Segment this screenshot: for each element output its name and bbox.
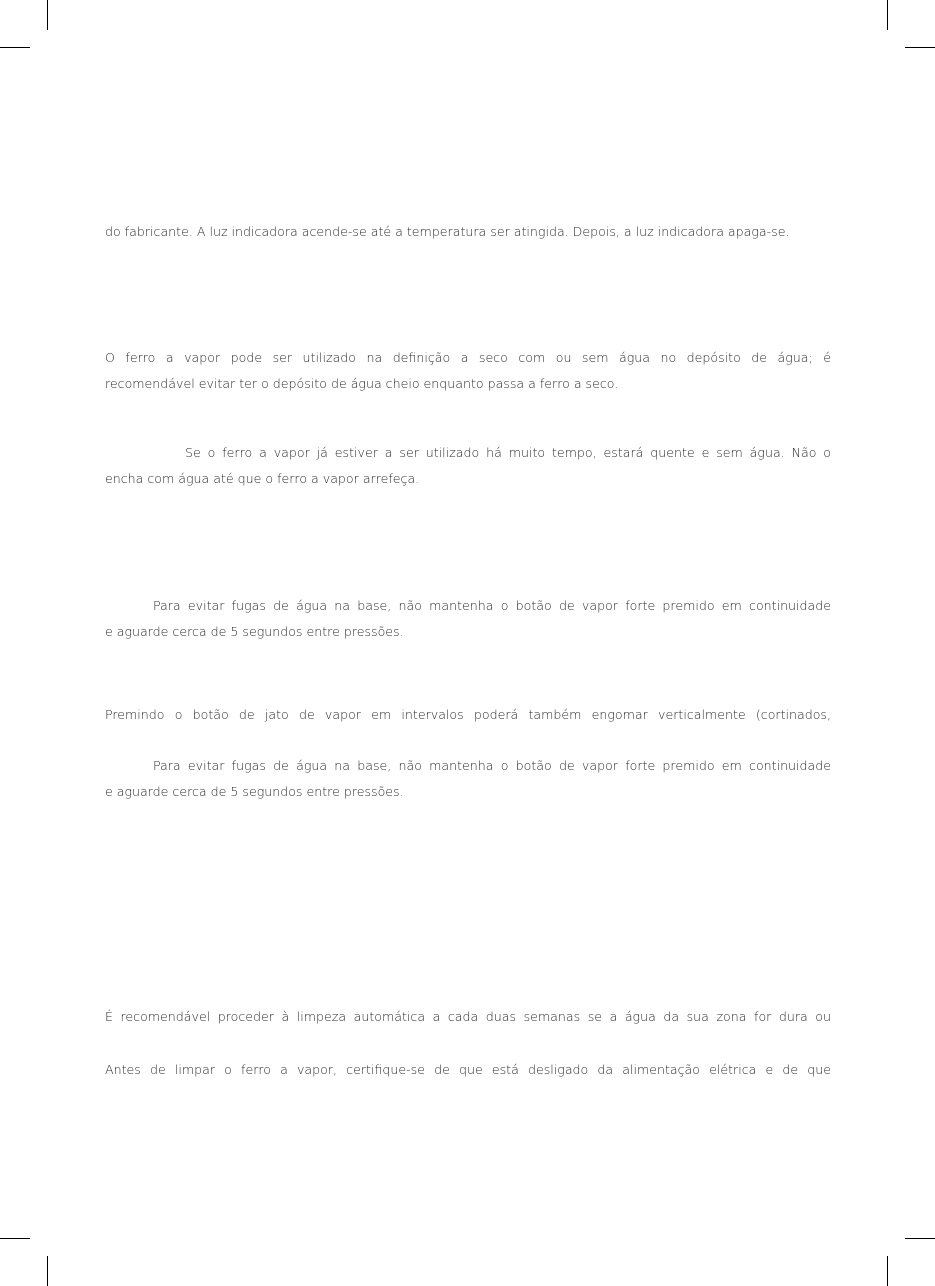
paragraph-refill-warning-line-2: encha com água até que o ferro a vapor arrefeça.: [105, 471, 420, 486]
paragraph-vertical-note-line-1: Para evitar fugas de água na base, não mantenha o botão de vapor forte premido em continuidade: [153, 758, 831, 773]
paragraph-cleaning-safety-line-1: Antes de limpar o ferro a vapor, certifique-se de que está desligado da alimentação elétrica e de que: [105, 1062, 831, 1077]
crop-mark-bottom-left-horizontal: [0, 1238, 30, 1239]
crop-mark-top-left-vertical: [47, 0, 48, 30]
paragraph-steam-burst-note-line-1: Para evitar fugas de água na base, não mantenha o botão de vapor forte premido em continuidade: [153, 598, 831, 613]
crop-mark-bottom-left-vertical: [47, 1256, 48, 1286]
crop-mark-top-left-horizontal: [0, 47, 30, 48]
paragraph-dry-ironing-line-2: recomendável evitar ter o depósito de água cheio enquanto passa a ferro a seco.: [105, 376, 619, 391]
crop-mark-bottom-right-vertical: [887, 1256, 888, 1286]
crop-mark-bottom-right-horizontal: [905, 1238, 935, 1239]
crop-mark-top-right-horizontal: [905, 47, 935, 48]
paragraph-dry-ironing-line-1: O ferro a vapor pode ser utilizado na definição a seco com ou sem água no depósito de água; é: [105, 350, 831, 365]
paragraph-indicator-light-line-1: do fabricante. A luz indicadora acende-se até a temperatura ser atingida. Depois, a luz indicadora apaga-se.: [105, 224, 790, 239]
paragraph-refill-warning-line-1: Se o ferro a vapor já estiver a ser utilizado há muito tempo, estará quente e sem água. Não o: [185, 445, 831, 460]
document-page: [105, 0, 831, 1286]
paragraph-vertical-ironing-line-1: Premindo o botão de jato de vapor em intervalos poderá também engomar verticalmente (cortinados,: [105, 707, 831, 722]
crop-mark-top-right-vertical: [887, 0, 888, 30]
paragraph-vertical-note-line-2: e aguarde cerca de 5 segundos entre pressões.: [105, 784, 404, 799]
paragraph-self-clean-line-1: É recomendável proceder à limpeza automática a cada duas semanas se a água da sua zona for dura ou: [105, 1009, 831, 1024]
paragraph-steam-burst-note-line-2: e aguarde cerca de 5 segundos entre pressões.: [105, 624, 404, 639]
